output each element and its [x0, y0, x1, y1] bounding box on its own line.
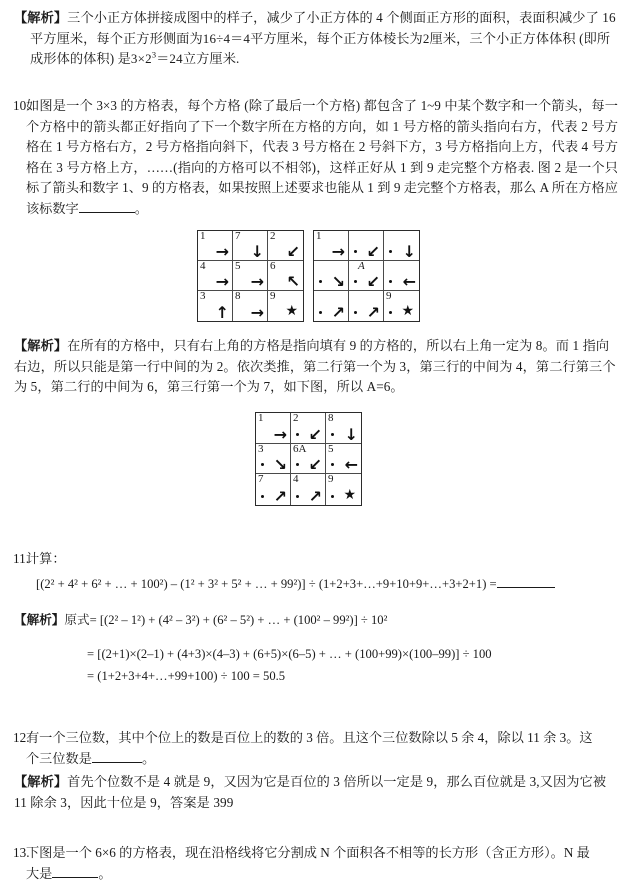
question-13-answer-blank[interactable]: [52, 877, 98, 878]
top-solution-line2b: 平方厘米，每个正方体棱长为: [250, 30, 423, 46]
question-11-formula: [36, 577, 555, 592]
grid2-cell-6: [384, 261, 419, 291]
arrow-down-left-icon: ↙: [286, 242, 300, 261]
q10-solution-line1: 在所有的方格中，只有右上角的方格是指向填有 9 的方格的，所以右上角一定为 8。而 1 指向: [67, 338, 610, 353]
question-13-line2b: 。: [98, 865, 112, 881]
cell-number: 8: [328, 413, 334, 424]
q12-sol-line2: 11 除余 3，因此十位是 9，答案是 399: [14, 794, 234, 810]
grid2-cell-4: [314, 261, 349, 291]
gridsol-cell-7: [256, 474, 291, 505]
question-10-text: [26, 96, 618, 219]
dot-marker: [354, 311, 357, 314]
cell-number: 9: [270, 291, 276, 302]
q11-sol-line1: = [(2² – 1²) + (4² – 3²) + (6² – 5²) + … + (100² – 99²)] ÷ 10²: [89, 613, 388, 627]
cell-number: 3: [258, 443, 264, 455]
question-12-text: [26, 728, 618, 769]
grid1-cell-2: [233, 231, 268, 261]
question-13-line1: 下图是一个 6×6 的方格表，现在沿格线将它分割成 N 个面积各不相等的长方形（含正方形）。N 最: [26, 845, 590, 860]
dot-marker: [354, 280, 357, 283]
gridsol-cell-3: [326, 413, 361, 444]
dot-marker: [389, 250, 392, 253]
dot-marker: [319, 280, 322, 283]
gridsol-cell-5: [291, 444, 326, 475]
cell-number: 5: [328, 443, 334, 455]
question-13-number: 13.: [13, 845, 30, 860]
q11-sol-line2: = [(2+1)×(2–1) + (4+3)×(4–3) + (6+5)×(6–5) + … + (100+99)×(100–99)] ÷ 100: [87, 647, 492, 661]
arrow-down-right-icon: ↘: [331, 272, 345, 291]
arrow-right-icon: →: [250, 303, 264, 321]
dot-marker: [319, 311, 322, 314]
arrow-right-icon: →: [273, 424, 287, 444]
dot-marker: [261, 495, 264, 498]
question-10-period: 。: [134, 200, 148, 216]
arrow-up-left-icon: ↖: [286, 272, 300, 291]
question-12: [0, 728, 618, 769]
cell-number: 6: [270, 261, 276, 272]
cell-number: 8: [235, 291, 241, 302]
gridsol-cell-2: [291, 413, 326, 444]
question-12-line2a: 个三位数是: [26, 750, 92, 766]
question-11-answer-blank[interactable]: [497, 587, 555, 588]
question-11-solution: [14, 609, 618, 687]
top-solution-line1: 三个小正方体拼接成图中的样子，减少了小正方体的 4 个侧面正方形的面积，表面积减少了 16: [67, 10, 616, 25]
math-rest: ＝24: [156, 51, 183, 66]
question-10: [0, 96, 618, 219]
question-12-line2b: 。: [141, 750, 156, 766]
question-12-line1: 有一个三位数，其中个位上的数是百位上的数的 3 倍。且这个三位数除以 5 余 4，除以 11 余 3。这: [26, 730, 593, 745]
arrow-right-icon: →: [215, 272, 229, 291]
dot-marker: [389, 280, 392, 283]
math-exponent: 3: [151, 50, 157, 60]
question-11-formula-text: [(2² + 4² + 6² + … + 100²) – (1² + 3² + 5² + … + 99²)] ÷ (1+2+3+…+9+10+9+…+3+2+1) =: [36, 577, 497, 591]
arrow-left-icon: ←: [402, 272, 416, 291]
solution-tag: 【解析】: [14, 774, 68, 789]
q11-sol-line3: = (1+2+3+4+…+99+100) ÷ 100 = 50.5: [87, 669, 286, 683]
dot-marker: [389, 311, 392, 314]
cell-number: 7: [258, 474, 264, 486]
gridsol-cell-4: [256, 444, 291, 475]
cell-number-a: 6A: [293, 443, 307, 455]
cell-number: 5: [235, 261, 241, 272]
question-12-number: 12.: [13, 730, 30, 745]
arrow-right-icon: →: [215, 242, 229, 261]
solution-lead: 原式: [64, 613, 90, 627]
top-solution-line2a: 平方厘米，每个正方形侧面为: [30, 30, 203, 46]
question-13-text: [26, 843, 618, 884]
arrow-up-icon: ↑: [215, 303, 229, 321]
arrow-up-right-icon: ↗: [331, 303, 345, 321]
dot-marker: [331, 433, 334, 436]
question-12-answer-blank[interactable]: [92, 762, 142, 763]
arrow-down-icon: ↓: [402, 242, 416, 261]
grid2-cell-9: [384, 291, 419, 321]
arrow-down-icon: ↓: [250, 242, 264, 261]
arrow-down-right-icon: ↘: [273, 455, 287, 475]
grid1-cell-1: [198, 231, 233, 261]
grid2-cell-7: [314, 291, 349, 321]
gridsol-cell-1: [256, 413, 291, 444]
q10-solution-line3: 为 5，第二行的中间为 6，第三行第一个为 7，如下图，所以 A=6。: [14, 379, 404, 394]
top-solution-math2: 2: [422, 30, 430, 46]
top-solution-line2d: 厘米，三个小正方体体积 (即所: [429, 30, 611, 46]
arrow-down-left-icon: ↙: [308, 424, 322, 444]
grid1-cell-4: [198, 261, 233, 291]
gridsol-cell-8: [291, 474, 326, 505]
cell-label-a: A: [358, 261, 365, 272]
cell-number: 1: [258, 413, 264, 424]
grid-figure-1: [197, 230, 304, 322]
dot-marker: [331, 463, 334, 466]
arrow-right-icon: →: [331, 242, 345, 261]
star-icon: ★: [343, 486, 356, 503]
top-solution-line3b: 立方厘米.: [182, 51, 240, 66]
cell-number: 2: [270, 231, 276, 242]
cell-number: 9: [328, 474, 334, 486]
cell-number: 3: [200, 291, 206, 302]
q10-solution-line2: 右边，所以只能是第一行中间的为 2。依次类推，第二行第一个为 3，第三行的中间为 4，第二行第三个: [14, 358, 616, 374]
grid1-cell-6: [268, 261, 303, 291]
question-13: [0, 843, 618, 884]
gridsol-cell-6: [326, 444, 361, 475]
top-solution-math3: [131, 51, 183, 66]
question-10-body: 如图是一个 3×3 的方格表，每个方格 (除了最后一个方格) 都包含了 1~9 中某个数字和一个箭头，每一个方格中的箭头都正好指向了下一个数字所在方格的方向，如 1 号方格的箭头指向右方，代表 2 号方格在 1 号方格右方，2 号方格指向斜下，代表 3 号方格在 2 号斜下方，3 号方格指向上方，代表 4 号方格在 3 号方格上方，……(指向的方格可以不相邻)，这样正好从 1 到 9 走完整个方格表. 图 2 是一个只标了箭头和数字 1、9 的方格表，如果按照上述要求也能从 1 到 9 走完整个方格表，那么 A 所在方格应该标数字: [26, 98, 618, 216]
question-11-title: 计算：: [26, 551, 66, 566]
solution-tag: 【解析】: [14, 338, 68, 353]
cell-number: 1: [316, 231, 322, 242]
question-11-number: 11.: [13, 551, 29, 566]
solution-tag: 【解析】: [14, 613, 65, 627]
cell-number: 7: [235, 231, 241, 242]
grid1-cell-9: [268, 291, 303, 321]
question-11: [0, 549, 618, 570]
arrow-left-icon: ←: [344, 455, 358, 475]
arrow-up-right-icon: ↗: [308, 486, 322, 505]
cell-number: 4: [293, 474, 299, 486]
dot-marker: [331, 495, 334, 498]
cell-number: 2: [293, 413, 299, 424]
dot-marker: [296, 433, 299, 436]
grid2-cell-2: [349, 231, 384, 261]
gridsol-cell-9: [326, 474, 361, 505]
solution-tag: 【解析】: [14, 10, 68, 25]
question-10-solution: [14, 336, 618, 398]
grid-figure-solution: [255, 412, 362, 506]
arrow-up-right-icon: ↗: [366, 303, 380, 321]
dot-marker: [261, 463, 264, 466]
top-solution-math1: 16÷4＝4: [202, 30, 251, 46]
grid1-cell-8: [233, 291, 268, 321]
q12-sol-line1: 首先个位数不是 4 就是 9，又因为它是百位的 3 倍所以一定是 9，那么百位就是 3,又因为它被: [67, 774, 607, 789]
question-13-line2a: 大是: [26, 865, 53, 881]
dot-marker: [296, 463, 299, 466]
grid2-cell-8: [349, 291, 384, 321]
question-10-number: 10.: [13, 98, 30, 113]
dot-marker: [296, 495, 299, 498]
grid1-cell-7: [198, 291, 233, 321]
arrow-up-right-icon: ↗: [273, 486, 287, 505]
grid2-cell-1: [314, 231, 349, 261]
question-12-solution: [14, 772, 618, 813]
top-solution-paragraph: [14, 8, 618, 70]
question-10-answer-blank[interactable]: [79, 212, 135, 213]
arrow-down-left-icon: ↙: [366, 272, 380, 291]
grid2-cell-3: [384, 231, 419, 261]
grid1-cell-5: [233, 261, 268, 291]
cell-number: 1: [200, 231, 206, 242]
star-icon: ★: [285, 303, 298, 319]
cell-number: 4: [200, 261, 206, 272]
arrow-down-icon: ↓: [344, 424, 358, 444]
arrow-down-left-icon: ↙: [308, 455, 322, 475]
top-solution-line3a: 成形体的体积) 是: [30, 51, 131, 66]
arrow-right-icon: →: [250, 272, 264, 291]
cell-number: 9: [386, 291, 392, 302]
grid1-cell-3: [268, 231, 303, 261]
dot-marker: [354, 250, 357, 253]
grid2-cell-5: [349, 261, 384, 291]
math-base: 3×2: [130, 51, 152, 66]
arrow-down-left-icon: ↙: [366, 242, 380, 261]
grid-figure-2: [313, 230, 420, 322]
star-icon: ★: [401, 303, 414, 319]
